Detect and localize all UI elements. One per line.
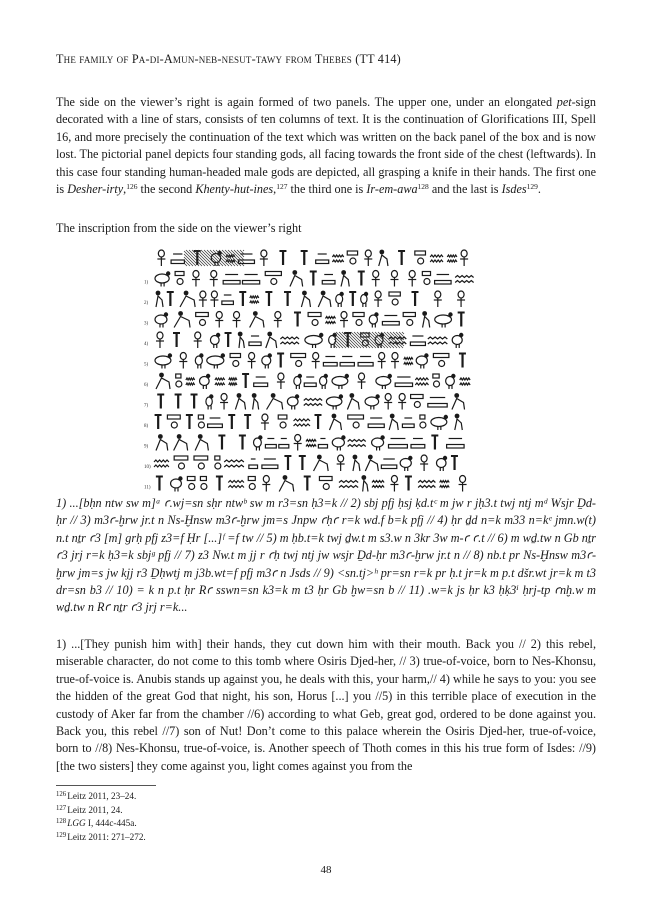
hieroglyph-row: [155, 414, 463, 430]
damaged-area-hatching: [184, 250, 244, 266]
line-number: 8): [144, 424, 149, 429]
line-number: 7): [144, 403, 149, 409]
text: .: [537, 182, 541, 197]
footnote-126: [56, 789, 596, 803]
running-head: The family of Pa-di-Amun-neb-nesut-tawy from Thebes (TT 414): [56, 52, 401, 66]
footnote-text: Leitz 2011, 23–24.: [67, 791, 137, 801]
text: The side on the viewer’s right is again formed of two panels. The upper one, under an elongated: [56, 95, 557, 109]
hieroglyphic-inscription-figure: [144, 244, 480, 491]
footnote-ref[interactable]: 126: [126, 182, 138, 192]
body-paragraph: The side on the viewer’s right is again formed of two panels. The upper one, under an elongated pet-sign decorated with a line of stars, consists of ten columns of text. It is the continuation of Glorifications III, Spell 16, and more precisely the continuation of the text which was written on the back panel of the box and is now lost. The pictorial panel depicts four standing gods, all facing towards the front side of the chest (leftwards). In this case four standing human-headed male gods are depicted, all grasping a knife in their hands. The first one is Desher-irty,$^{126}$ the second Khenty-hut-ines,$^{127}$ the third one is Ir-em-awa$^{128}$ and the last is Isdes$^{129}$.: [56, 95, 596, 197]
hieroglyph-row: [157, 250, 468, 266]
footnote-128: [56, 816, 596, 830]
god-name: Khenty-hut-ines: [195, 182, 274, 197]
footnote-divider: [56, 785, 156, 786]
footnotes: [56, 789, 596, 843]
footnote-ref[interactable]: 129: [526, 182, 538, 192]
text: the second: [137, 182, 196, 197]
line-number: 11): [144, 485, 151, 491]
hieroglyph-row: [156, 434, 464, 450]
line-number: 1): [144, 280, 149, 286]
footnote-number: 127: [56, 804, 67, 812]
line-number: 10): [144, 465, 151, 470]
god-name: Desher-irty: [67, 182, 124, 197]
god-name: Isdes: [501, 182, 527, 197]
footnote-number: 128: [56, 818, 67, 826]
text: the third one is: [287, 182, 367, 197]
line-number: 2): [144, 301, 149, 306]
hieroglyph-row: [156, 475, 467, 491]
footnote-number: 129: [56, 831, 67, 839]
translation-block: 1) ...[They punish him with] their hands, they cut down him with their mouth. Back you // 2) this rebel, miserable character, do not come to this tomb where Osiris Djed-her, // 3) true-of-voice, born to Nes-Khonsu, true-of-voice is. Anubis stands up against you, he deals with this, your harm,// 4) while he says to you: you see the hidden of the great God that night, his son, Horus [...] you //5) in this terrible place of execution in the custody of Aker far from the chamber //6) according to what Geb, great god, ordered to be done against you. Back you, this rebel //7) son of Nut! Don’t come to this palace wherein the Osiris Djed-her, true-of-voice, born to //8) Nes-Khonsu, true-of-voice, is. Another speech of Thoth comes in this his true form of Isdes: //9) [the two sisters] they come against you, light comes against you from the: [56, 637, 596, 773]
line-number: 3): [144, 321, 149, 327]
footnote-text: Leitz 2011, 24.: [67, 804, 123, 815]
hieroglyph-row: [157, 393, 464, 409]
footnote-ref[interactable]: 127: [276, 182, 288, 192]
hieroglyph-row: [156, 291, 465, 307]
hieroglyph-row: [155, 270, 474, 286]
footnote-127: [56, 803, 596, 817]
hieroglyph-row: [155, 353, 466, 369]
line-number: 4): [144, 342, 149, 347]
footnote-number: 126: [56, 791, 67, 798]
figure-caption: The inscription from the side on the viewer’s right: [56, 221, 302, 235]
line-number: 9): [144, 444, 149, 450]
hieroglyph-drawing: [144, 244, 480, 491]
page-number: 48: [320, 864, 332, 876]
footnote-abbrev: LGG: [67, 818, 86, 829]
footnote-text: I, 444c-445a.: [85, 818, 137, 829]
line-number: 6): [144, 383, 149, 388]
hieroglyph-row: [156, 332, 463, 348]
pet-sign-term: pet: [556, 95, 572, 109]
hieroglyph-row: [156, 373, 470, 389]
hieroglyph-row: [154, 455, 458, 471]
text: -sign decorated with a line of stars, consists of ten columns of text. It is the continuation of Glorifications III, Spell 16, and more precisely the continuation of the text which was written on the back panel of the box and is now lost. The pictorial panel depicts four standing gods, all facing towards the front side of the chest (leftwards). In this case four standing human-headed male gods are depicted, all grasping a knife in their hands. The first one is: [56, 95, 596, 197]
footnote-129: [56, 830, 596, 844]
transliteration-block: 1) ...[bḥn ntw sw m]ᵃ ꜥ.wj=sn sḥr ntwᵇ sw m r3=sn ḥ3=k // 2) sbj pfj ḥsj ḳd.tᶜ m jw r jḥ3.t twj ntj mᵈ Wsjr Ḏd-ḥr // 3) m3ꜥ-ḫrw jr.t n Ns-Ḫnsw m3ꜥ-ḫrw jm=s Jnpw ꜥḥꜥ r=k wd.f b=k pfj // 4) ḥr ḏd n=k m33 n=kᵉ jmn.w(t) n.t nṯr ꜥ3 [m] grḥ pfj z3=f Ḥr [...]ᶠ =f tw // 5) m ḥb.t=k twj ḏw.t m s3.w n 3kr 3w m-ꜥ ꜥ.t // 6) m wḏ.tw n Gb nṯr ꜥ3 jrj r=k ḥ3=k sbjᵍ pfj // 7) z3 Nw.t m jj r ꜥḥ twj ntj jw wsjr Ḏd-ḥr m3ꜥ-ḫrw jr.t n // 8) nb.t pr Ns-Ḫnsw m3ꜥ-ḫrw jm=s jw kjj r3 Ḏḥwtj m j3b.wt=f pfj m3ꜥ n Jsds // 9) <sn.tj>ʰ pr=sn r=k pr ḥ.t jr=k m p.t dšr.wt jr=k m t3 dr=sn b3 // 10) = k n p.t ḥr Rꜥ sswn=sn k3=k m t3 ḥr Gb ḫw=sn b // 11) .w=k js ḥr k3 ḥḳ3ⁱ ḥrj-tp ꜥnḫ.w m wḏ.tw n Rꜥ nṯr ꜥ3 jrj r=k...: [56, 496, 596, 615]
footnote-text: Leitz 2011: 271–272.: [67, 831, 146, 842]
text: and the last is: [428, 182, 502, 197]
god-name: Ir-em-awa: [366, 182, 418, 197]
hieroglyph-row: [155, 311, 465, 327]
footnote-ref[interactable]: 128: [417, 182, 429, 192]
line-number: 5): [144, 362, 149, 368]
